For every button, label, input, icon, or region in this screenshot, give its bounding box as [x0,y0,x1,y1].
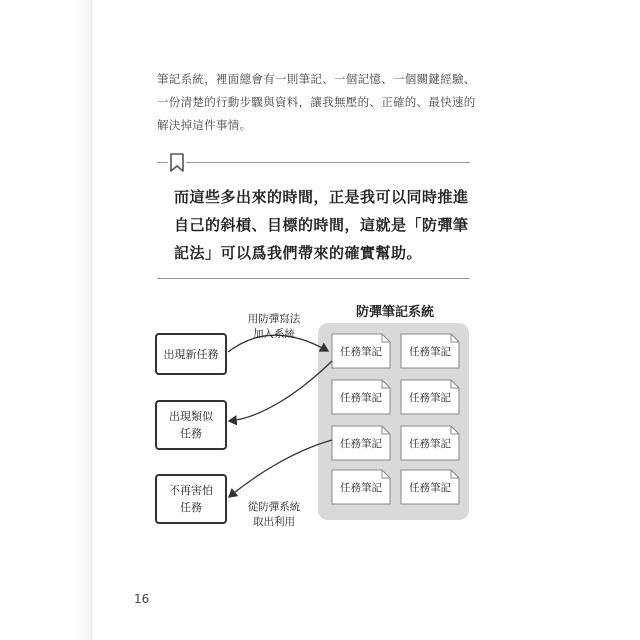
note-card [401,470,459,504]
note-card [332,426,390,460]
box-no-fear-line-1: 不再害怕 [169,484,213,497]
arrow-similar-task [229,361,332,421]
note-card-label: 任務筆記 [340,438,382,450]
box-similar-task [156,401,226,449]
arrow-retrieve-from-system [229,440,332,497]
intro-line-1: 筆記系統，裡面總會有一則筆記、一個記憶、一個關鍵經驗、 [157,72,476,86]
note-card [332,470,390,504]
quote-line-2: 自己的斜槓、目標的時間，這就是「防彈筆 [174,216,469,234]
box-new-task [156,334,226,374]
note-card [332,380,390,414]
note-card-label: 任務筆記 [409,438,451,450]
intro-line-3: 解決掉這件事情。 [157,118,252,132]
arrow-bottom-label-line-1: 從防彈系統 [247,501,301,513]
note-card-label: 任務筆記 [340,482,382,494]
arrow-bottom-label-line-2: 取出利用 [253,516,295,528]
page-number: 16 [134,592,150,606]
box-similar-task-line-1: 出現類似 [169,410,213,423]
box-no-fear-task [156,475,226,523]
quote-line-1: 而這些多出來的時間，正是我可以同時推進 [174,188,469,206]
note-card-label: 任務筆記 [409,346,451,358]
box-similar-task-line-2: 任務 [180,427,202,440]
note-card-label: 任務筆記 [340,346,382,358]
note-card [401,380,459,414]
quote-line-3: 記法」可以爲我們帶來的確實幫助。 [174,244,423,262]
note-card [401,426,459,460]
note-card [332,334,390,368]
intro-line-2: 一份清楚的行動步驟與資料，讓我無壓的、正確的、最快速的 [157,95,476,109]
box-new-task-label: 出現新任務 [163,348,219,361]
system-title: 防彈筆記系統 [355,305,435,320]
note-card-label: 任務筆記 [409,482,451,494]
note-card [401,334,459,368]
note-card-label: 任務筆記 [409,392,451,404]
box-no-fear-line-2: 任務 [180,501,202,514]
arrow-top-label-line-1: 用防彈寫法 [247,313,301,325]
arrow-top-label-line-2: 加入系統 [253,328,295,340]
note-card-label: 任務筆記 [340,392,382,404]
